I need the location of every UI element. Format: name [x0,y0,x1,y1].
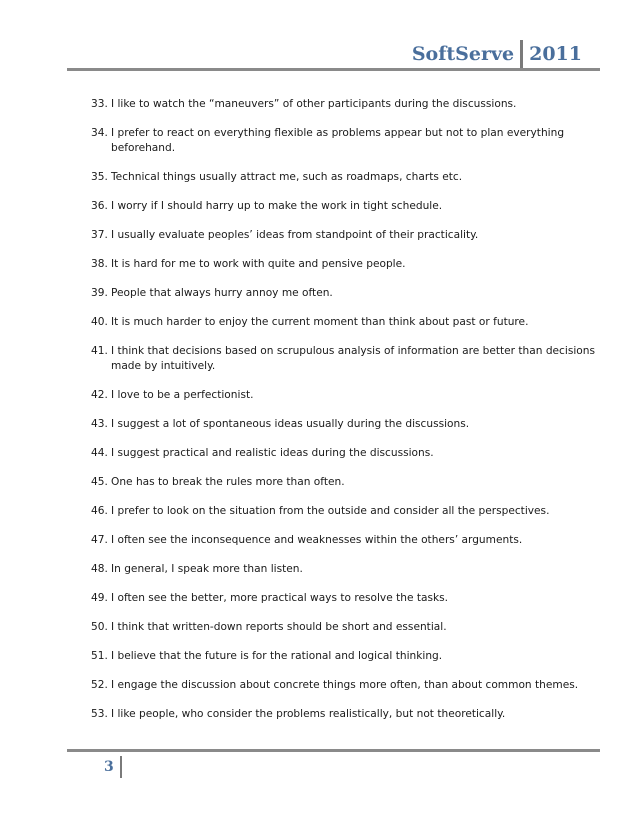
item-text: It is hard for me to work with quite and pensive people. [111,258,406,270]
item-text: In general, I speak more than listen. [111,563,303,575]
item-text: I usually evaluate peoples’ ideas from standpoint of their practicality. [111,229,479,241]
item-text: It is much harder to enjoy the current moment than think about past or future. [111,316,529,328]
item-number: 37. [91,229,108,241]
item-number: 34. [91,127,108,139]
item-number: 41. [91,345,108,357]
page-number: 3 [104,759,114,775]
list-item [91,649,601,664]
item-number: 43. [91,418,108,430]
list-item [91,286,601,301]
list-item [91,504,601,519]
item-text: People that always hurry annoy me often. [111,287,333,299]
item-number: 51. [91,650,108,662]
item-number: 46. [91,505,108,517]
list-item [91,707,601,722]
item-number: 42. [91,389,108,401]
item-text: I often see the better, more practical ways to resolve the tasks. [111,592,449,604]
item-text: I love to be a perfectionist. [111,389,254,401]
item-text: I suggest practical and realistic ideas during the discussions. [111,447,434,459]
list-item [91,591,601,606]
header-year: 2011 [529,43,582,65]
header-rule [67,68,600,71]
item-text: One has to break the rules more than often. [111,476,345,488]
list-item [91,97,601,112]
item-text: I prefer to react on everything flexible as problems appear but not to plan everything beforehand. [111,127,565,154]
item-number: 50. [91,621,108,633]
item-text: I think that decisions based on scrupulous analysis of information are better than decisions made by intuitively. [111,345,596,372]
page-header [412,40,582,68]
item-text: I like to watch the “maneuvers” of other participants during the discussions. [111,98,517,110]
list-item [91,533,601,548]
item-number: 53. [91,708,108,720]
item-text: I think that written-down reports should be short and essential. [111,621,447,633]
item-number: 35. [91,171,108,183]
item-number: 45. [91,476,108,488]
item-number: 38. [91,258,108,270]
item-number: 49. [91,592,108,604]
item-number: 47. [91,534,108,546]
list-item [91,475,601,490]
item-text: I often see the inconsequence and weaknesses within the others’ arguments. [111,534,523,546]
list-item [91,228,601,243]
list-item [91,620,601,635]
footer-divider [120,756,122,778]
header-divider [520,40,523,68]
item-number: 36. [91,200,108,212]
item-text: I suggest a lot of spontaneous ideas usually during the discussions. [111,418,470,430]
list-item [91,257,601,272]
list-item [91,344,601,374]
item-number: 40. [91,316,108,328]
footer-rule [67,749,600,752]
list-item [91,562,601,577]
list-item [91,126,601,156]
item-text: Technical things usually attract me, such as roadmaps, charts etc. [111,171,463,183]
item-text: I worry if I should harry up to make the work in tight schedule. [111,200,443,212]
statement-list [91,97,601,736]
list-item [91,315,601,330]
list-item [91,678,601,693]
list-item [91,446,601,461]
item-number: 52. [91,679,108,691]
item-text: I believe that the future is for the rational and logical thinking. [111,650,443,662]
item-number: 33. [91,98,108,110]
list-item [91,199,601,214]
list-item [91,388,601,403]
item-number: 44. [91,447,108,459]
page-footer [104,756,122,778]
list-item [91,170,601,185]
header-company: SoftServe [411,43,515,65]
item-number: 39. [91,287,108,299]
item-text: I prefer to look on the situation from the outside and consider all the perspectives. [111,505,550,517]
item-text: I engage the discussion about concrete things more often, than about common themes. [111,679,579,691]
list-item [91,417,601,432]
item-number: 48. [91,563,108,575]
item-text: I like people, who consider the problems realistically, but not theoretically. [111,708,506,720]
